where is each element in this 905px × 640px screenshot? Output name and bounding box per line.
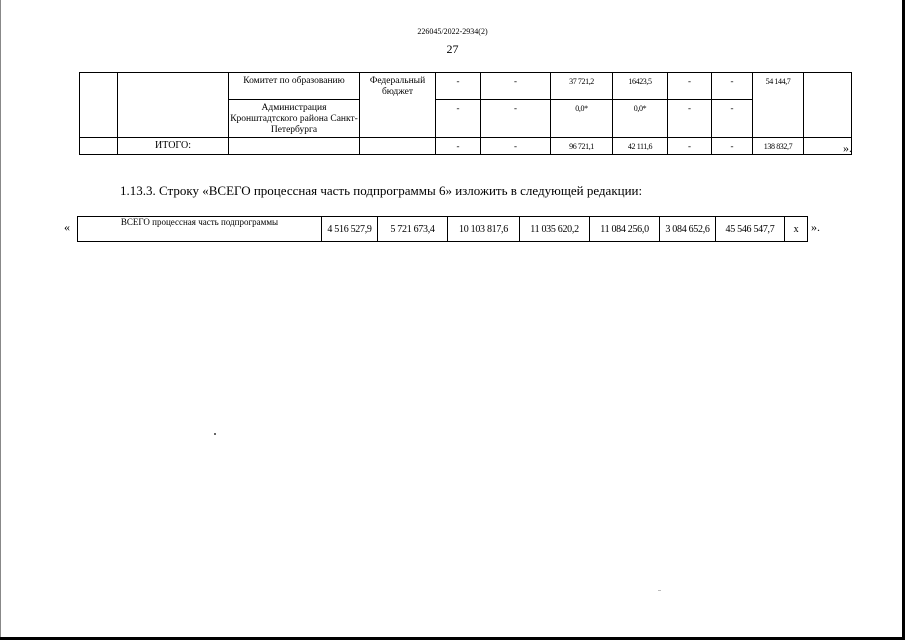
value-cell: - (712, 100, 753, 138)
total-cell: 138 832,7 (753, 138, 804, 155)
value-cell: 45 546 547,7 (716, 217, 785, 242)
value-cell: х (785, 217, 808, 242)
table-row (80, 73, 852, 100)
value-cell: - (481, 138, 551, 155)
value-cell: 4 516 527,9 (322, 217, 378, 242)
value-cell: 3 084 652,6 (660, 217, 716, 242)
closing-quote: ». (843, 141, 852, 155)
value-cell: - (668, 138, 712, 155)
row-label: ВСЕГО процессная часть подпрограммы (78, 217, 322, 242)
table-cell (80, 138, 118, 155)
value-cell: - (668, 100, 712, 138)
itogo-label: ИТОГО: (118, 138, 229, 155)
total-cell: 54 144,7 (753, 73, 804, 138)
amendment-paragraph: 1.13.3. Строку «ВСЕГО процессная часть подпрограммы 6» изложить в следующей редакции: (120, 183, 643, 198)
value-cell: 5 721 673,4 (378, 217, 448, 242)
value-cell: - (436, 100, 481, 138)
table-row (78, 217, 808, 242)
table-cell (118, 73, 229, 138)
value-cell: - (712, 138, 753, 155)
value-cell: 0,0* (613, 100, 668, 138)
value-cell: - (481, 100, 551, 138)
value-cell: 96 721,1 (551, 138, 613, 155)
page-left-edge (0, 0, 1, 640)
scan-speck (658, 590, 661, 591)
value-cell: 11 084 256,0 (590, 217, 660, 242)
page-number: 27 (446, 42, 459, 56)
funding-source-cell: Федеральный бюджет (360, 73, 436, 138)
value-cell: 0,0* (551, 100, 613, 138)
org-name-cell: Администрация Кронштадтского района Санкт-Петербурга (229, 100, 360, 138)
opening-quote: « (64, 220, 70, 234)
value-cell: 42 111,6 (613, 138, 668, 155)
value-cell: - (481, 73, 551, 100)
total-row-table (77, 216, 808, 242)
value-cell: - (668, 73, 712, 100)
value-cell: - (436, 73, 481, 100)
table-cell (229, 138, 360, 155)
org-name-cell: Комитет по образованию (229, 73, 360, 100)
scan-speck (214, 433, 216, 435)
value-cell: 37 721,2 (551, 73, 613, 100)
value-cell: 10 103 817,6 (448, 217, 520, 242)
table-cell (804, 73, 852, 138)
table-cell (360, 138, 436, 155)
value-cell: - (436, 138, 481, 155)
itogo-row (80, 138, 852, 155)
document-number: 226045/2022-2934(2) (417, 27, 488, 36)
table-cell (80, 73, 118, 138)
funding-table (79, 72, 852, 155)
value-cell: - (712, 73, 753, 100)
value-cell: 11 035 620,2 (520, 217, 590, 242)
closing-quote: ». (811, 220, 820, 234)
value-cell: 16423,5 (613, 73, 668, 100)
